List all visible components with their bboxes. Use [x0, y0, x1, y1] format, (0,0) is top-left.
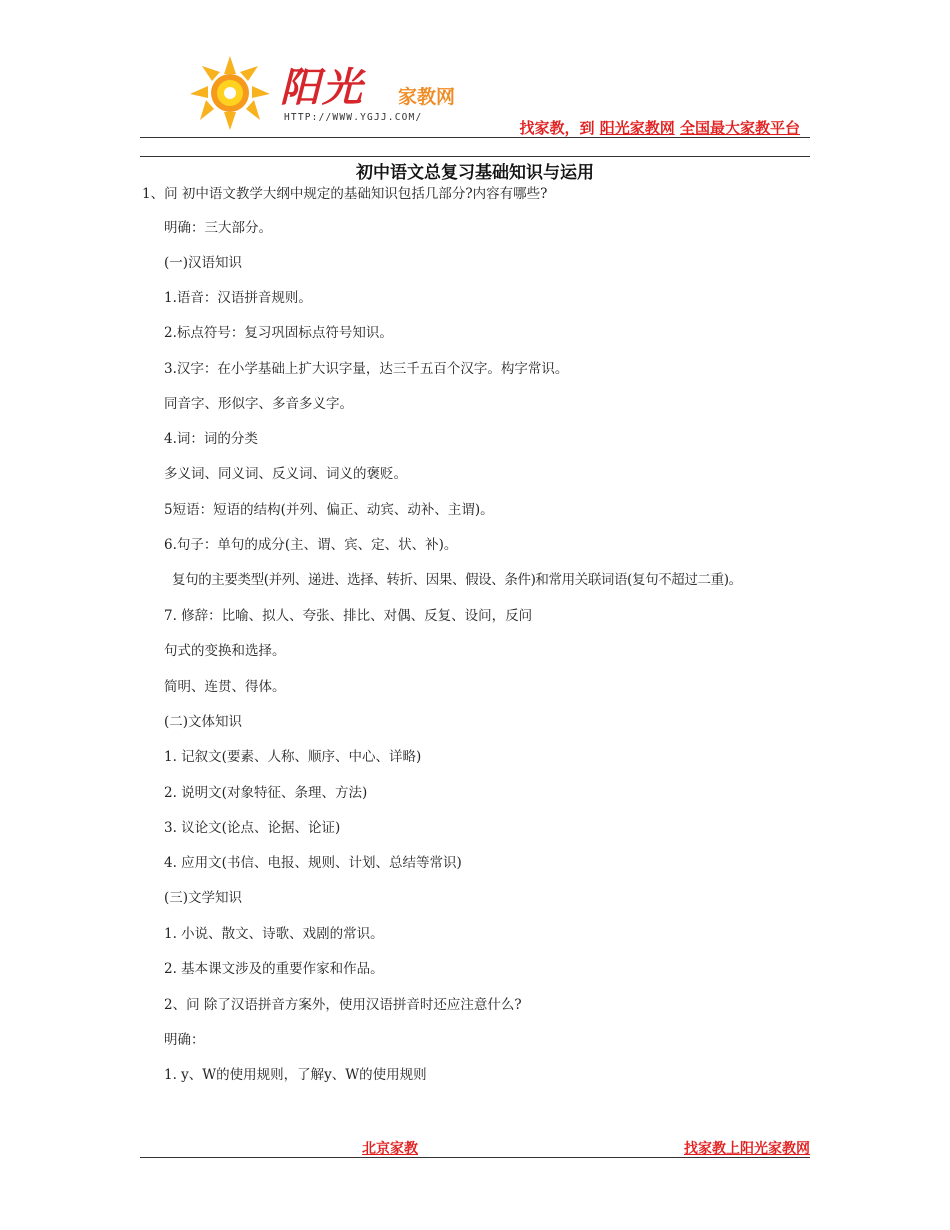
footer-link-left[interactable]: 北京家教	[362, 1141, 418, 1157]
body-line: 2、问 除了汉语拼音方案外，使用汉语拼音时还应注意什么?	[164, 997, 522, 1013]
body-line: 1. y、W的使用规则，了解y、W的使用规则	[164, 1067, 427, 1083]
body-line: 1、问 初中语文教学大纲中规定的基础知识包括几部分?内容有哪些?	[142, 186, 548, 202]
body-line: 明确：	[164, 1032, 205, 1048]
header-divider-bottom	[140, 156, 810, 157]
body-line: 同音字、形似字、多音多义字。	[164, 396, 353, 412]
document-title: 初中语文总复习基础知识与运用	[356, 163, 594, 183]
body-line: 4. 应用文(书信、电报、规则、计划、总结等常识)	[164, 855, 462, 871]
logo-text: 阳光	[280, 65, 364, 111]
logo-url: HTTP://WWW.YGJJ.COM/	[284, 112, 423, 123]
body-line: (三)文学知识	[164, 890, 243, 906]
header-divider-top	[140, 137, 810, 138]
body-line: 3.汉字：在小学基础上扩大识字量，达三千五百个汉字。构字常识。	[164, 361, 569, 377]
body-line: (一)汉语知识	[164, 255, 243, 271]
slogan-link[interactable]: 阳光家教网	[599, 119, 675, 137]
body-line: 1. 记叙文(要素、人称、顺序、中心、详略)	[164, 749, 422, 765]
body-line: 复句的主要类型(并列、递进、选择、转折、因果、假设、条件)和常用关联词语(复句不超过二重)。	[172, 572, 742, 588]
body-line: 6.句子：单句的成分(主、谓、宾、定、状、补)。	[164, 537, 458, 553]
body-line: 1. 小说、散文、诗歌、戏剧的常识。	[164, 926, 384, 942]
body-line: 简明、连贯、得体。	[164, 679, 286, 695]
logo-subtitle: 家教网	[398, 86, 456, 108]
body-line: 7. 修辞：比喻、拟人、夸张、排比、对偶、反复、设问，反问	[164, 608, 533, 624]
body-line: 多义词、同义词、反义词、词义的褒贬。	[164, 466, 407, 482]
slogan-suffix: 全国最大家教平台	[679, 119, 800, 137]
body-line: 2. 基本课文涉及的重要作家和作品。	[164, 961, 384, 977]
footer-link-right[interactable]: 找家教上阳光家教网	[684, 1141, 810, 1157]
body-line: 明确：三大部分。	[164, 220, 272, 236]
body-line: 1.语音：汉语拼音规则。	[164, 290, 312, 306]
slogan-prefix: 找家教，到	[519, 119, 595, 137]
body-line: 句式的变换和选择。	[164, 643, 286, 659]
header-slogan	[519, 117, 800, 138]
body-line: 3. 议论文(论点、论据、论证)	[164, 820, 341, 836]
body-line: (二)文体知识	[164, 714, 243, 730]
sun-logo-icon	[188, 54, 272, 132]
footer-divider	[140, 1157, 810, 1158]
body-line: 2.标点符号：复习巩固标点符号知识。	[164, 325, 393, 341]
body-line: 4.词：词的分类	[164, 431, 258, 447]
site-logo[interactable]	[188, 54, 488, 134]
body-line: 2. 说明文(对象特征、条理、方法)	[164, 785, 368, 801]
body-line: 5短语：短语的结构(并列、偏正、动宾、动补、主谓)。	[164, 502, 494, 518]
